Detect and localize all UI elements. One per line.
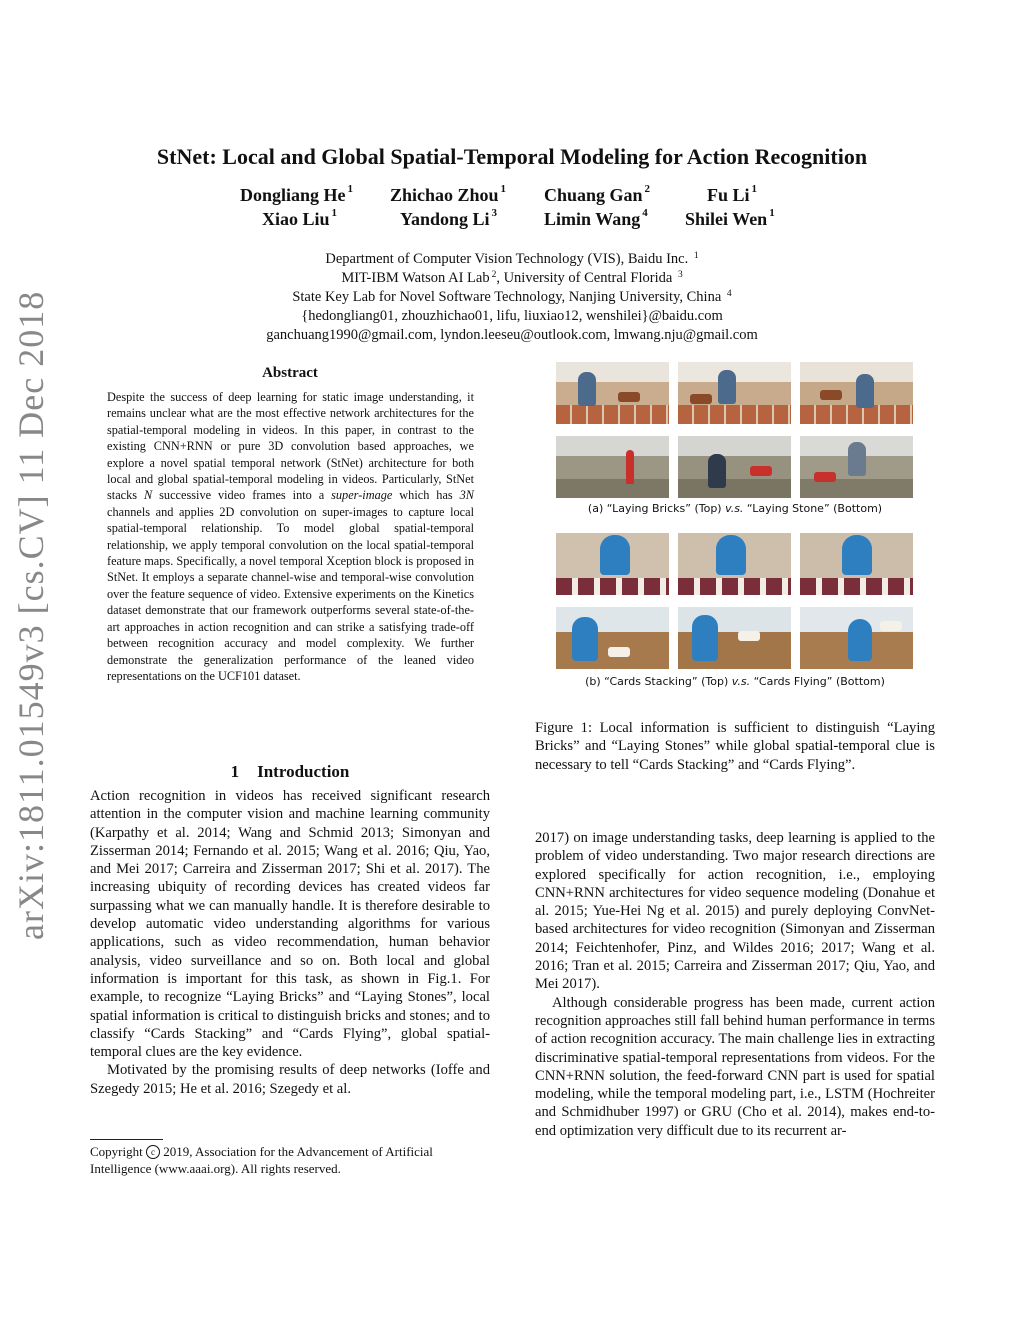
abstract-heading: Abstract [262, 365, 318, 381]
author: Fu Li $^1$ [707, 183, 758, 205]
email-line: ganchuang1990@gmail.com, lyndon.leeseu@outlook.com, lmwang.nju@gmail.com [266, 327, 758, 343]
author: Zhichao Zhou $^1$ [390, 183, 507, 205]
figure-caption: Figure 1: Local information is sufficient to distinguish “Laying Bricks” and “Laying Stones” while global spatial-temporal clue is necessary to tell “Cards Stacking” and “Cards Flying”. [535, 720, 935, 773]
figure-photo [800, 533, 913, 595]
section-heading: 1 Introduction [230, 762, 350, 781]
copyright-symbol-icon: c [146, 1145, 160, 1159]
paragraph: Action recognition in videos has received significant research attention in the computer vision and machine learning community (Karpathy et al. 2014; Wang and Schmid 2013; Simonyan and Zisserman 2014; Fernando et al. 2015; Wang et al. 2016; Qiu, Yao, and Mei 2017; Carreira and Zisserman 2017; Shi et al. 2017). The increasing ubiquity of recording devices has created videos far surpassing what we can manually handle. It is therefore desirable to develop automatic video understanding algorithms for various applications, such as video recommendation, human behavior analysis, video surveillance and so on. Both local and global information is important for this task, as shown in Fig.1. For example, to recognize “Laying Bricks” and “Laying Stones”, local spatial information is critical to distinguish bricks and stones; and to classify “Cards Stacking” and “Cards Flying”, global spatial-temporal clues are the key evidence. [90, 788, 490, 1061]
footnote-rule [90, 1139, 163, 1140]
figure-photo [678, 607, 791, 669]
author: Limin Wang $^4$ [544, 207, 648, 229]
figure-photo [800, 362, 913, 424]
copyright-footnote: Copyright c 2019, Association for the Advancement of Artificial Intelligence (www.aaai.org). All rights reserved. [90, 1144, 433, 1176]
affiliation: MIT-IBM Watson AI Lab $^2$, University of Central Florida $^3$ [341, 270, 683, 286]
figure-photo [556, 607, 669, 669]
right-column-text [535, 829, 935, 1140]
left-column-text [90, 787, 490, 1098]
figure-photo [556, 436, 669, 498]
subcaption-a: (a) “Laying Bricks” (Top) v.s. “Laying Stone” (Bottom) [587, 502, 883, 515]
author: Yandong Li $^3$ [400, 207, 498, 229]
email-line: {hedongliang01, zhouzhichao01, lifu, liuxiao12, wenshilei}@baidu.com [301, 308, 723, 324]
abstract-body: Despite the success of deep learning for static image understanding, it remains unclear what are the most effective network architectures for the spatial-temporal modeling in videos. In this paper, in contrast to the existing CNN+RNN or pure 3D convolution based approaches, we explore a novel spatial temporal network (StNet) architecture for both local and global spatial-temporal modeling in videos. Particularly, StNet stacks N successive video frames into a super-image which has 3N channels and applies 2D convolution on super-images to capture local spatial-temporal relationship. To model global spatial-temporal relationship, we apply temporal convolution on the local spatial-temporal feature maps. Specifically, a novel temporal Xception block is proposed in StNet. It employs a separate channel-wise and temporal-wise convolution over the feature sequence of video. Extensive experiments on the Kinetics dataset demonstrate that our framework outperforms several state-of-the-art approaches in action recognition and can strike a satisfying trade-off between recognition accuracy and model complexity. We further demonstrate the generalization performance of the leaned video representations on the UCF101 dataset. [107, 390, 474, 683]
affiliation: State Key Lab for Novel Software Technology, Nanjing University, China $^4$ [292, 289, 732, 305]
author: Chuang Gan $^2$ [544, 183, 651, 205]
figure-photo [678, 436, 791, 498]
figure-photo [556, 362, 669, 424]
figure-photo [800, 436, 913, 498]
affiliation: Department of Computer Vision Technology (VIS), Baidu Inc. $^1$ [325, 251, 699, 267]
paragraph: Although considerable progress has been made, current action recognition approaches still fall behind human performance in terms of action recognition accuracy. The main challenge lies in extracting discriminative spatial-temporal representations from videos. For the CNN+RNN solution, the feed-forward CNN part is used for spatial modeling, while the temporal modeling part, i.e., LSTM (Hochreiter and Schmidhuber 1997) or GRU (Cho et al. 2014), makes end-to-end optimization very difficult due to its recurrent ar- [535, 994, 935, 1139]
author: Shilei Wen $^1$ [685, 207, 775, 229]
figure-photo [800, 607, 913, 669]
figure-photo [556, 533, 669, 595]
author: Xiao Liu $^1$ [262, 207, 338, 229]
paper-title: StNet: Local and Global Spatial-Temporal Modeling for Action Recognition [156, 144, 868, 169]
paragraph: Motivated by the promising results of deep networks (Ioffe and Szegedy 2015; He et al. 2016; Szegedy et al. [90, 1062, 490, 1097]
figure-photo [678, 533, 791, 595]
author: Dongliang He $^1$ [240, 183, 354, 205]
figure-photo [678, 362, 791, 424]
subcaption-b: (b) “Cards Stacking” (Top) v.s. “Cards Flying” (Bottom) [585, 675, 885, 688]
paragraph: 2017) on image understanding tasks, deep learning is applied to the problem of video understanding. Two major research directions are explored specifically for action recognition, i.e., employing CNN+RNN architectures for video sequence modeling (Donahue et al. 2015; Yue-Hei Ng et al. 2015) and purely deploying ConvNet-based architectures for video recognition (Simonyan and Zisserman 2014; Feichtenhofer, Pinz, and Wildes 2016; 2017; Wang et al. 2016; Tran et al. 2015; Carreira and Zisserman 2017; Qiu, Yao, and Mei 2017). [535, 830, 935, 993]
